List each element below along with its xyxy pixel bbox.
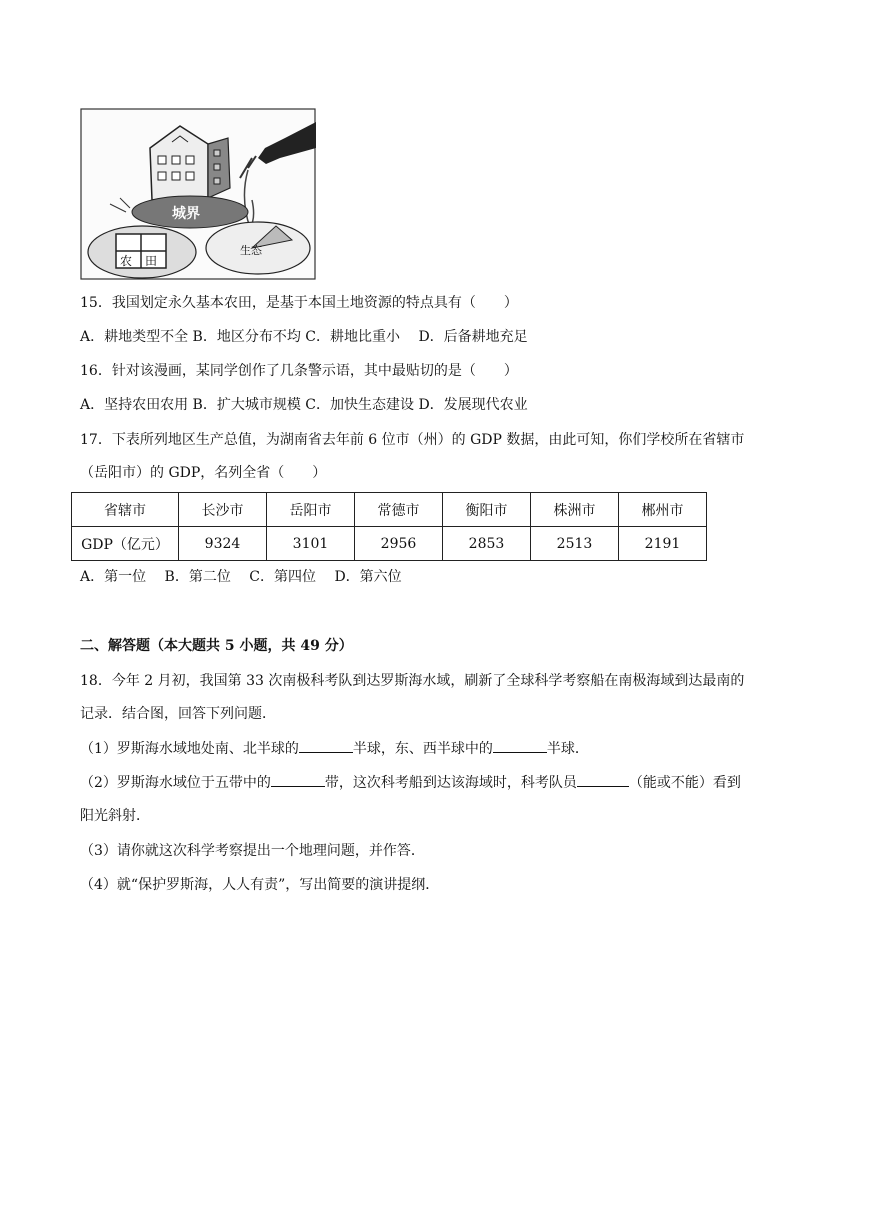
gdp-table: [71, 492, 707, 561]
answer-blank[interactable]: [271, 772, 325, 787]
table-cell: 2191: [619, 527, 707, 561]
q18-p1-text-b: 半球，东、西半球中的: [352, 741, 493, 757]
table-header-row: [72, 493, 707, 527]
ecology-label: 生态: [240, 244, 262, 257]
table-cell: 岳阳市: [267, 493, 355, 527]
table-cell: 株洲市: [531, 493, 619, 527]
q18-p1-text-c: 半球．: [546, 741, 589, 757]
table-cell: 省辖市: [72, 493, 179, 527]
farmland-label-1: 农: [120, 254, 133, 268]
farmland-label-2: 田: [145, 254, 158, 268]
table-cell: 2956: [355, 527, 443, 561]
q17-stem-line1: 17．下表所列地区生产总值，为湖南省去年前 6 位市（州）的 GDP 数据，由此可知，你们学校所在省辖市: [80, 432, 745, 448]
q17-options: A．第一位 B．第二位 C．第四位 D．第六位: [80, 569, 402, 585]
answer-blank[interactable]: [299, 738, 353, 753]
cartoon-illustration: [80, 108, 316, 280]
answer-blank[interactable]: [577, 772, 629, 787]
q18-part2-line2: 阳光斜射．: [80, 808, 150, 824]
table-cell: GDP（亿元）: [72, 527, 179, 561]
q18-part1: [80, 738, 589, 759]
q16-stem: 16．针对该漫画，某同学创作了几条警示语，其中最贴切的是（ ）: [80, 363, 518, 379]
table-cell: 长沙市: [179, 493, 267, 527]
q18-p1-text-a: （1）罗斯海水域地处南、北半球的: [80, 741, 299, 757]
table-cell: 3101: [267, 527, 355, 561]
q18-stem-line2: 记录．结合图，回答下列问题．: [80, 706, 276, 722]
q15-options: A．耕地类型不全 B．地区分布不均 C．耕地比重小 D．后备耕地充足: [80, 329, 528, 345]
table-cell: 衡阳市: [443, 493, 531, 527]
q18-p2-text-b: 带，这次科考船到达该海域时，科考队员: [324, 775, 577, 791]
city-boundary-label: 城界: [172, 206, 200, 222]
q18-p2-text-a: （2）罗斯海水域位于五带中的: [80, 775, 271, 791]
q16-options: A．坚持农田农用 B．扩大城市规模 C．加快生态建设 D．发展现代农业: [80, 397, 528, 413]
q18-part3: （3）请你就这次科学考察提出一个地理问题，并作答．: [80, 843, 425, 859]
q18-part2: [80, 772, 741, 793]
table-cell: 2853: [443, 527, 531, 561]
table-cell: 2513: [531, 527, 619, 561]
table-cell: 9324: [179, 527, 267, 561]
section-title: 二、解答题（本大题共 5 小题，共 49 分）: [80, 638, 353, 654]
q17-stem-line2: （岳阳市）的 GDP，名列全省（ ）: [80, 465, 327, 481]
q18-part4: （4）就“保护罗斯海，人人有责”，写出简要的演讲提纲．: [80, 877, 440, 893]
q18-p2-text-c: （能或不能）看到: [628, 775, 741, 791]
q18-stem-line1: 18．今年 2 月初，我国第 33 次南极科考队到达罗斯海水域，刷新了全球科学考察船在南极海域到达最南的: [80, 673, 745, 689]
q15-stem: 15．我国划定永久基本农田，是基于本国土地资源的特点具有（ ）: [80, 295, 518, 311]
table-cell: 郴州市: [619, 493, 707, 527]
table-cell: 常德市: [355, 493, 443, 527]
table-row: [72, 527, 707, 561]
answer-blank[interactable]: [493, 738, 547, 753]
